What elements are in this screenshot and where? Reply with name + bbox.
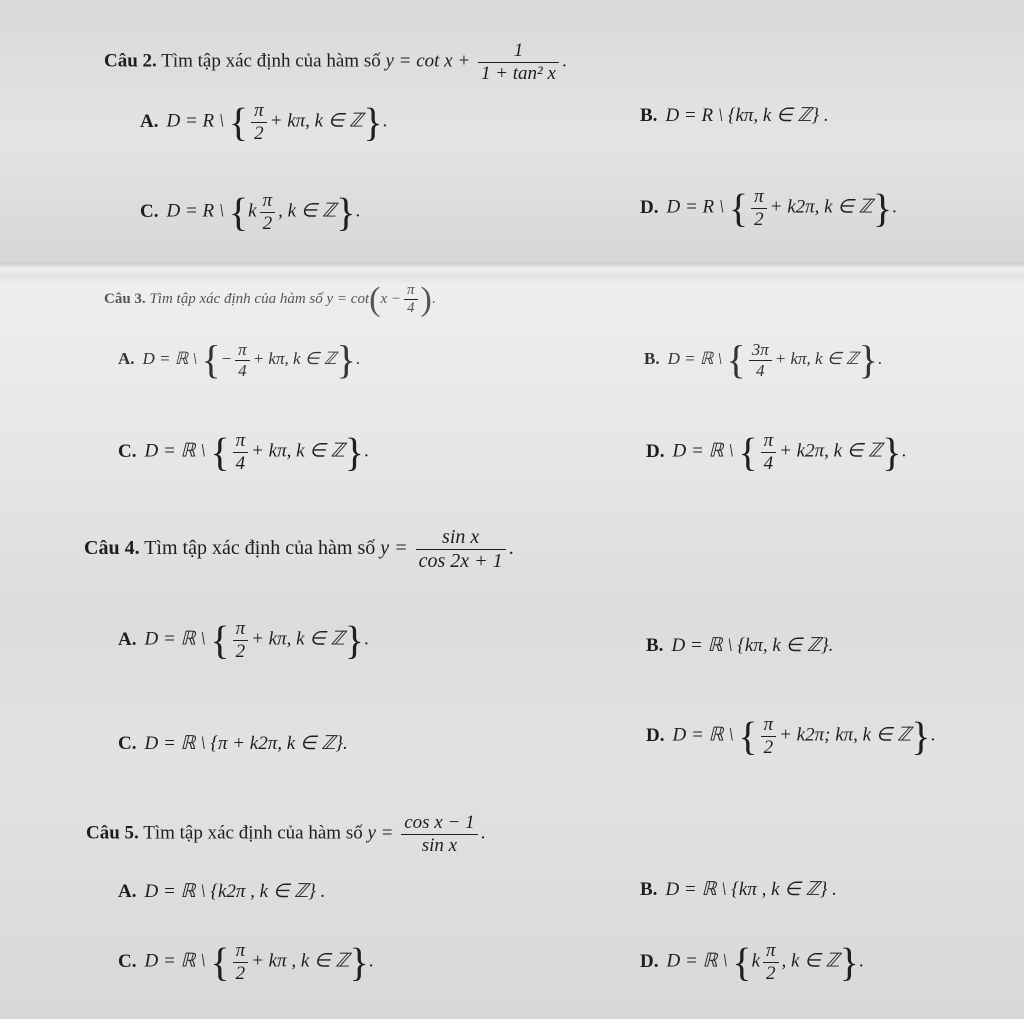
question-text: Tìm tập xác định của hàm số (161, 50, 381, 72)
question-text: Tìm tập xác định của hàm số (143, 822, 363, 844)
function-prefix: y = cot (326, 291, 370, 308)
function-fraction: $\frac{\pi}{4}$ (404, 282, 418, 318)
paper-fold (0, 262, 1024, 276)
option-2d[interactable]: D. D = R \ { $\frac{\pi}{2}$ + k2π, k ∈ ℤ}. (640, 185, 897, 231)
option-5d[interactable]: D. D = ℝ \ {k $\frac{\pi}{2}$ , k ∈ ℤ}. (640, 939, 864, 985)
option-5b[interactable]: B. D = ℝ \ {kπ , k ∈ ℤ} . (640, 879, 837, 900)
option-4a[interactable]: A. D = ℝ \ { $\frac{\pi}{2}$ + kπ, k ∈ ℤ}. (118, 617, 369, 663)
option-2b[interactable]: B. D = R \ {kπ, k ∈ ℤ} . (640, 105, 829, 126)
function-fraction: $\frac{1}{\text{1 + tan² x}}$ (478, 40, 559, 85)
option-2c[interactable]: C. D = R \ {k $\frac{\pi}{2}$ , k ∈ ℤ}. (140, 189, 361, 235)
question-title: Câu 4. (84, 537, 140, 560)
option-5c[interactable]: C. D = ℝ \ { $\frac{\pi}{2}$ + kπ , k ∈ ℤ}. (118, 939, 374, 985)
function-prefix: y = cot x + (385, 50, 471, 72)
question-text: Tìm tập xác định của hàm số (144, 537, 376, 560)
question-5-stem: Câu 5. Tìm tập xác định của hàm số y = $\frac{\text{cos x − 1}}{\text{sin x}}$ . (86, 812, 486, 856)
option-4d[interactable]: D. D = ℝ \ { $\frac{\pi}{2}$ + k2π; kπ, k ∈ ℤ}. (646, 713, 936, 759)
function-fraction: $\frac{\text{sin x}}{\cos 2x + 1}$ (416, 526, 506, 573)
question-3-stem: Câu 3. Tìm tập xác định của hàm số y = cot(x − $\frac{\pi}{4}$ ). (104, 280, 436, 318)
option-2a[interactable]: A. D = R \ { $\frac{\pi}{2}$ + kπ, k ∈ ℤ}. (140, 99, 388, 145)
option-4c[interactable]: C. D = ℝ \ {π + k2π, k ∈ ℤ}. (118, 733, 348, 754)
option-3a[interactable]: A. D = ℝ \ {− $\frac{\pi}{4}$ + kπ, k ∈ ℤ}. (118, 337, 360, 383)
function-fraction: $\frac{\text{cos x − 1}}{\text{sin x}}$ (401, 812, 477, 857)
question-2-stem: Câu 2. Tìm tập xác định của hàm số y = cot x + $\frac{1}{\text{1 + tan² x}}$ . (104, 40, 567, 84)
question-text: Tìm tập xác định của hàm số (149, 291, 323, 308)
option-4b[interactable]: B. D = ℝ \ {kπ, k ∈ ℤ}. (646, 635, 834, 656)
question-title: Câu 2. (104, 50, 157, 72)
option-3b[interactable]: B. D = ℝ \ { $\frac{3\pi}{4}$ + kπ, k ∈ ℤ}. (644, 337, 883, 383)
question-title: Câu 5. (86, 822, 139, 844)
option-3d[interactable]: D. D = ℝ \ { $\frac{\pi}{4}$ + k2π, k ∈ ℤ}. (646, 429, 907, 475)
function-prefix: y = (367, 822, 394, 844)
question-4-stem: Câu 4. Tìm tập xác định của hàm số y = $\frac{\text{sin x}}{\cos 2x + 1}$ . (84, 526, 514, 572)
function-prefix: y = (380, 537, 408, 560)
question-title: Câu 3. (104, 291, 146, 308)
option-5a[interactable]: A. D = ℝ \ {k2π , k ∈ ℤ} . (118, 881, 326, 902)
option-3c[interactable]: C. D = ℝ \ { $\frac{\pi}{4}$ + kπ, k ∈ ℤ}. (118, 429, 369, 475)
